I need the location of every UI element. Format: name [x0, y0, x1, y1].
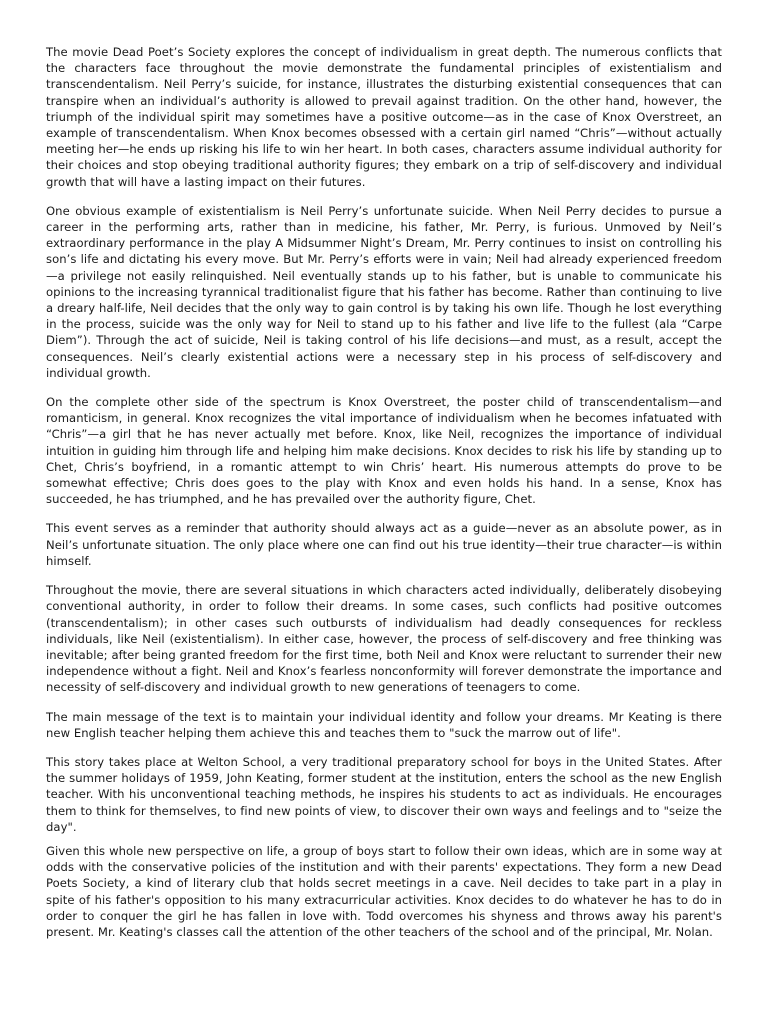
paragraph-intro: The movie Dead Poet’s Society explores the concept of individualism in great depth. The numerous conflicts that the characters face throughout the movie demonstrate the fundamental principles of existentialism and transcendentalism. Neil Perry’s suicide, for instance, illustrates the disturbing existential consequences that can transpire when an individual’s authority is allowed to prevail against tradition. On the other hand, however, the triumph of the individual spirit may sometimes have a positive outcome—as in the case of Knox Overstreet, an example of transcendentalism. When Knox becomes obsessed with a certain girl named “Chris”—without actually meeting her—he ends up risking his life to win her heart. In both cases, characters assume individual authority for their choices and stop obeying traditional authority figures; they embark on a trip of self-discovery and individual growth that will have a lasting impact on their futures. [46, 45, 722, 189]
paragraph-conclusion: Throughout the movie, there are several situations in which characters acted individually, deliberately disobeying conventional authority, in order to follow their dreams. In some cases, such conflicts had positive outcomes (transcendentalism); in other cases such outbursts of individualism had deadly consequences for reckless individuals, like Neil (existentialism). In either case, however, the process of self-discovery and free thinking was inevitable; after being granted freedom for the first time, both Neil and Knox were reluctant to surrender their new independence without a fight. Neil and Knox’s fearless nonconformity will forever demonstrate the importance and necessity of self-discovery and individual growth to new generations of teenagers to come. [46, 583, 722, 695]
document-page [46, 44, 722, 953]
paragraph-authority-guide: This event serves as a reminder that authority should always act as a guide—never as an absolute power, as in Neil’s unfortunate situation. The only place where one can find out his true identity—their true character—is within himself. [46, 521, 722, 568]
paragraph-story-setting: This story takes place at Welton School, a very traditional preparatory school for boys in the United States. After the summer holidays of 1959, John Keating, former student at the institution, enters the school as the new English teacher. With his unconventional teaching methods, he inspires his students to act as individuals. He encourages them to think for themselves, to find new points of view, to discover their own ways and feelings and to "seize the day". [46, 754, 722, 834]
paragraph-neil-existentialism: One obvious example of existentialism is Neil Perry’s unfortunate suicide. When Neil Perry decides to pursue a career in the performing arts, rather than in medicine, his father, Mr. Perry, is furious. Unmoved by Neil’s extraordinary performance in the play A Midsummer Night’s Dream, Mr. Perry continues to insist on controlling his son’s life and dictating his every move. But Mr. Perry’s efforts were in vain; Neil had already experienced freedom—a privilege not easily relinquished. Neil eventually stands up to his father, but is unable to communicate his opinions to the increasing tyrannical traditionalist figure that his father has become. Rather than continuing to live a dreary half-life, Neil decides that the only way to gain control is by taking his own life. Though he lost everything in the process, suicide was the only way for Neil to stand up to his father and live life to the fullest (ala “Carpe Diem”). Through the act of suicide, Neil is taking control of his life decisions—and must, as a result, accept the consequences. Neil’s clearly existential actions were a necessary step in his process of self-discovery and individual growth. [46, 203, 722, 380]
paragraph-main-message: The main message of the text is to maintain your individual identity and follow your dreams. Mr Keating is there new English teacher helping them achieve this and teaches them to "suck the marrow out of life". [46, 709, 722, 740]
paragraph-plot-summary: Given this whole new perspective on life, a group of boys start to follow their own ideas, which are in some way at odds with the conservative policies of the institution and with their parents' expectations. They form a new Dead Poets Society, a kind of literary club that holds secret meetings in a cave. Neil decides to take part in a play in spite of his father's opposition to his many extracurricular activities. Knox decides to do whatever he has to do in order to conquer the girl he has fallen in love with. Todd overcomes his shyness and throws away his parent's present. Mr. Keating's classes call the attention of the other teachers of the school and of the principal, Mr. Nolan. [46, 843, 722, 939]
paragraph-knox-transcendentalism: On the complete other side of the spectrum is Knox Overstreet, the poster child of transcendentalism—and romanticism, in general. Knox recognizes the vital importance of individualism when he becomes infatuated with “Chris”—a girl that he has never actually met before. Knox, like Neil, recognizes the importance of individual intuition in guiding him through life and helping him make decisions. Knox decides to risk his life by standing up to Chet, Chris’s boyfriend, in a romantic attempt to win Chris’ heart. His numerous attempts do prove to be somewhat effective; Chris does goes to the play with Knox and even holds his hand. In a sense, Knox has succeeded, he has triumphed, and he has prevailed over the authority figure, Chet. [46, 395, 722, 507]
